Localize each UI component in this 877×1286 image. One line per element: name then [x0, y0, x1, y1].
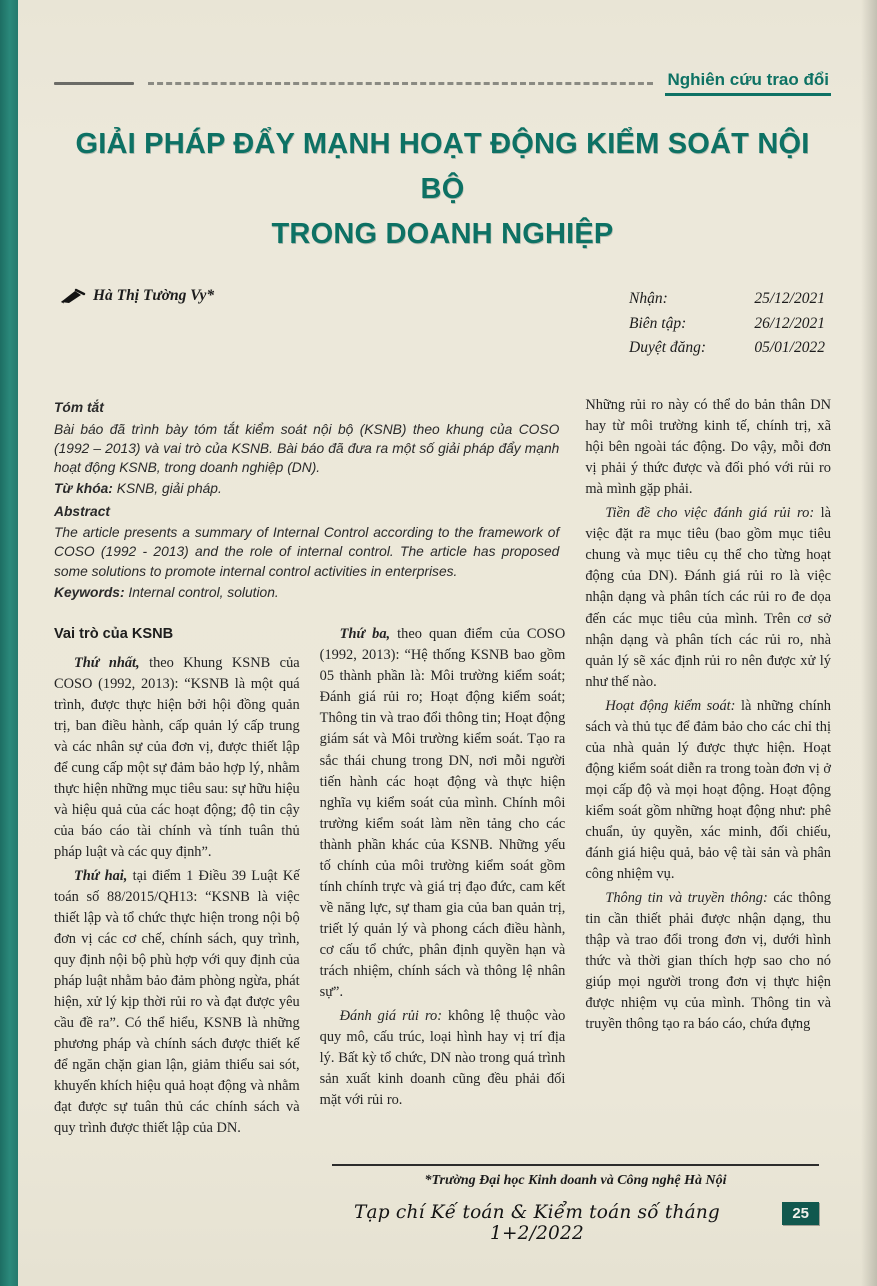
- section-label: Nghiên cứu trao đổi: [665, 70, 831, 96]
- paragraph-right-2-text: là việc đặt ra mục tiêu (bao gồm mục tiêu chung và mục tiêu cụ thể cho từng hoạt động của DN). Đánh giá rủi ro là việc nhận dạng và phân tích các rủi ro đe dọa đến các mục tiêu của mình. Trên cơ sở nhận dạng và phân tích các rủi ro, nhà quản lý sẽ xác định rủi ro nên được xử lý như thế nào.: [585, 505, 832, 690]
- date-edited-value: 26/12/2021: [754, 314, 825, 332]
- article-body: [54, 395, 831, 1142]
- paragraph-left-1-text: theo Khung KSNB của COSO (1992, 2013): “KSNB là một quá trình, được thực hiện bởi hội đồng quản trị, ban điều hành, cấp quản lý cấp trung và các nhân sự của đơn vị, được thiết lập để cung cấp một sự đảm bảo hợp lý, nhằm thực hiện những mục tiêu sau: sự hữu hiệu và hiệu quả của các hoạt động; độ tin cậy của báo cáo tài chính và tính tuân thủ pháp luật và các quy định”.: [54, 654, 300, 860]
- paragraph-mid-1: [320, 624, 566, 1003]
- paragraph-right-3-lead: Hoạt động kiểm soát:: [605, 697, 736, 714]
- keywords-en-label: Keywords:: [54, 585, 125, 601]
- date-received: [629, 287, 825, 312]
- paragraph-right-3-text: là những chính sách và thủ tục để đảm bảo cho các chỉ thị của nhà quản lý được thực hiện. Hoạt động kiểm soát diễn ra trong toàn đơn vị ở mọi cấp độ và mọi hoạt động. Hoạt động kiểm soát gồm những hoạt động như: phê chuẩn, ủy quyền, xác minh, đối chiếu, đánh giá hiệu quả, bảo vệ tài sản và phân công nhiệm vụ.: [585, 697, 831, 882]
- paragraph-right-2-lead: Tiền đề cho việc đánh giá rủi ro:: [605, 505, 815, 522]
- column-right: [585, 395, 831, 1142]
- header-dashed-rule: [148, 82, 653, 85]
- page-spine-band: [0, 0, 18, 1286]
- paragraph-mid-1-text: theo quan điểm của COSO (1992, 2013): “Hệ thống KSNB bao gồm 05 thành phần là: Môi trường kiểm soát; Đánh giá rủi ro; Hoạt động kiểm soát; Thông tin và trao đổi thông tin; Hoạt động giám sát và Môi trường kiểm soát. Tạo ra sắc thái chung trong DN, nơi mỗi người tiến hành các hoạt động và thực hiện nghĩa vụ kiểm soát của mình. Chính môi trường kiểm soát làm nền tảng cho các thành phần khác của KSNB. Những yếu tố chính của môi trường kiểm soát gồm tính chính trực và giá trị đạo đức, cam kết về năng lực, sự tham gia của ban quản trị, triết lý quản lý và phong cách điều hành, cơ cấu tổ chức, phân định quyền hạn và trách nhiệm, chính sách và thông lệ nhân sự”.: [319, 626, 566, 1000]
- dates-block: [629, 287, 825, 361]
- abstract-body-vi: Bài báo đã trình bày tóm tắt kiểm soát nội bộ (KSNB) theo khung của COSO (1992 – 2013) và vai trò của KSNB. Bài báo đã đưa ra một số giải pháp đẩy mạnh hoạt động KSNB, trong doanh nghiệp (DN).: [54, 421, 560, 476]
- date-received-label: Nhận:: [629, 289, 668, 307]
- date-approved-label: Duyệt đăng:: [629, 339, 707, 357]
- abstract-heading-en: Abstract: [54, 503, 110, 519]
- abstract-block: [54, 395, 565, 604]
- article-title-line1: GIẢI PHÁP ĐẨY MẠNH HOẠT ĐỘNG KIỂM SOÁT NỘI BỘ: [75, 128, 810, 205]
- column-middle: [320, 624, 566, 1142]
- paragraph-right-4-text: các thông tin cần thiết phải được nhận dạng, thu thập và trao đổi trong đơn vị, dưới hình thức và thời gian thích hợp sao cho nó giúp mọi người trong đơn vị thực hiện được nhiệm vụ của mình. Thông tin và truyền thông tạo ra báo cáo, chứa đựng: [585, 889, 831, 1033]
- paragraph-right-3: [585, 696, 831, 885]
- keywords-en-value: Internal control, solution.: [124, 585, 279, 601]
- column-left: [54, 624, 300, 1142]
- paragraph-mid-2-lead: Đánh giá rủi ro:: [339, 1007, 443, 1024]
- paragraph-left-2-text: tại điểm 1 Điều 39 Luật Kế toán số 88/2015/QH13: “KSNB là việc thiết lập và tổ chức thực hiện trong nội bộ đơn vị các cơ chế, chính sách, quy trình, quy định nội bộ phù hợp với quy định của pháp luật nhằm bảo đảm phòng ngừa, phát hiện, xử lý kịp thời rủi ro và đạt được yêu cầu đề ra”. Có thể hiểu, KSNB là những phương pháp và chính sách được thiết kế để ngăn chặn gian lận, giảm thiểu sai sót, khuyến khích hiệu quả hoạt động và nhằm đạt được sự tuân thủ các chính sách và quy trình được thiết lập của DN.: [54, 867, 300, 1137]
- paragraph-right-2: [585, 503, 831, 692]
- paragraph-left-1-lead: Thứ nhất,: [74, 654, 140, 671]
- keywords-vi-label: Từ khóa:: [54, 481, 113, 497]
- date-approved: [629, 336, 825, 361]
- author-affiliation-footnote: *Trường Đại học Kinh doanh và Công nghệ Hà Nội: [332, 1164, 819, 1189]
- date-approved-value: 05/01/2022: [754, 339, 825, 357]
- paragraph-mid-2: [320, 1006, 566, 1111]
- paragraph-mid-2-text: không lệ thuộc vào quy mô, cấu trúc, loại hình hay vị trí địa lý. Bất kỳ tổ chức, DN nào trong quá trình sản xuất kinh doanh cũng đều phải đối mặt với rủi ro.: [319, 1007, 566, 1109]
- journal-footer-line: Tạp chí Kế toán & Kiểm toán số tháng 1+2/2022: [354, 1202, 720, 1244]
- paragraph-right-1: Những rủi ro này có thể do bản thân DN hay từ môi trường kinh tế, chính trị, xã hội bên ngoài tác động. Do vậy, mỗi đơn vị phải ý thức được và đối phó với rủi ro mà mình gặp phải.: [585, 397, 831, 498]
- paragraph-left-2-lead: Thứ hai,: [74, 867, 128, 884]
- paragraph-left-1: [54, 653, 300, 863]
- byline-row: [60, 287, 825, 361]
- author-name: Hà Thị Tường Vy*: [93, 286, 215, 304]
- header-solid-rule: [54, 82, 134, 85]
- paragraph-mid-1-lead: Thứ ba,: [339, 626, 391, 643]
- writing-hand-icon: [60, 288, 86, 304]
- paragraph-right-4: [585, 888, 831, 1035]
- page-header: [54, 70, 831, 96]
- keywords-vi: [54, 479, 559, 498]
- date-edited: [629, 312, 825, 337]
- article-title-line2: TRONG DOANH NGHIỆP: [271, 217, 614, 250]
- paragraph-left-2: [54, 866, 300, 1139]
- abstract-body-en: The article presents a summary of Internal Control according to the framework of COSO (1992 - 2013) and the role of internal control. The article has proposed some solutions to promote internal control activities in enterprises.: [54, 525, 560, 579]
- author-byline: [60, 287, 214, 305]
- abstract-heading-vi: Tóm tắt: [54, 400, 104, 416]
- paragraph-right-4-lead: Thông tin và truyền thông:: [605, 889, 768, 906]
- keywords-vi-value: KSNB, giải pháp.: [112, 481, 222, 497]
- page-number-badge: 25: [782, 1202, 819, 1225]
- page-content: [18, 0, 877, 1286]
- article-title: [54, 122, 831, 257]
- date-received-value: 25/12/2021: [754, 289, 825, 307]
- date-edited-label: Biên tập:: [629, 314, 687, 332]
- keywords-en: [54, 583, 559, 602]
- section-heading-role-of-ksnb: Vai trò của KSNB: [54, 626, 174, 643]
